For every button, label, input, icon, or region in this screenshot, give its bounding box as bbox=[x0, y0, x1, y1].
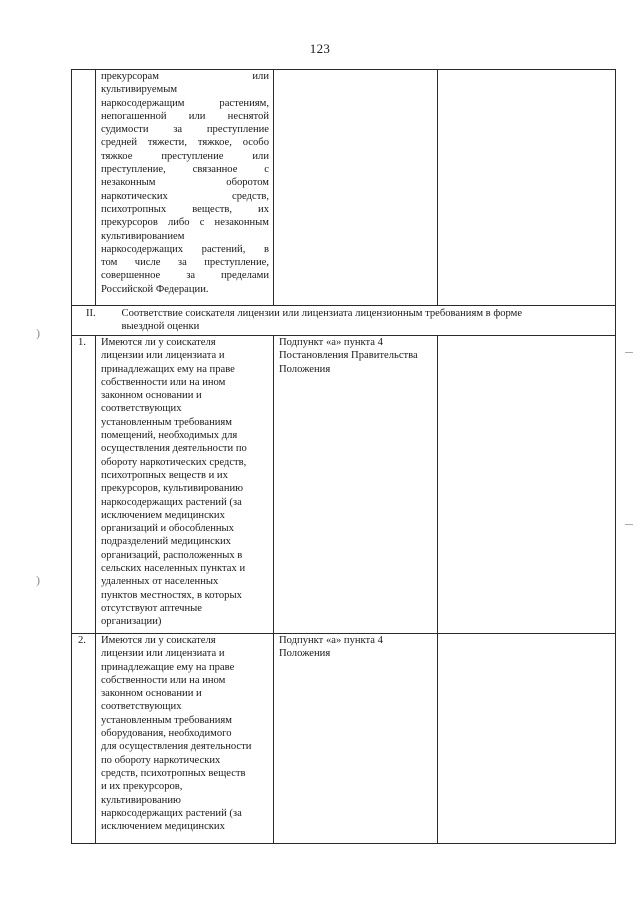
text-line: культивированию bbox=[101, 794, 181, 806]
text-line: законном основании и bbox=[101, 390, 202, 402]
text-line: исключением медицинских bbox=[101, 509, 225, 521]
text-line: Положения bbox=[279, 648, 331, 660]
text-line: лицензии или лицензиата и bbox=[101, 350, 225, 362]
text-line: оборудования, необходимого bbox=[101, 728, 232, 740]
text-line: наркосодержащих растений, в bbox=[101, 243, 269, 255]
reference-text bbox=[279, 336, 433, 376]
text-line: Подпункт «а» пункта 4 bbox=[279, 337, 383, 348]
text-line: прекурсоров, культивированию bbox=[101, 483, 244, 495]
text-line: психотропных веществ, их bbox=[101, 203, 269, 215]
text-line: соответствующих bbox=[101, 701, 182, 713]
section-number-text: II. bbox=[86, 308, 96, 319]
text-line: Имеются ли у соискателя bbox=[101, 337, 216, 348]
question-text bbox=[101, 336, 269, 629]
number-cell bbox=[72, 634, 96, 844]
text-line: собственности или на ином bbox=[101, 674, 226, 686]
section-title-line2: выездной оценки bbox=[121, 321, 200, 333]
text-line: собственности или на ином bbox=[101, 376, 226, 388]
section-title bbox=[96, 306, 616, 336]
notes-cell bbox=[438, 634, 616, 844]
table-row bbox=[72, 336, 616, 634]
page-number: 123 bbox=[309, 41, 331, 56]
text-line: средств, психотропных веществ bbox=[101, 767, 246, 779]
text-line: пунктов местностях, в которых bbox=[101, 589, 242, 601]
question-cell bbox=[96, 70, 274, 306]
text-line: для осуществления деятельности bbox=[101, 741, 252, 753]
text-line: подразделений медицинских bbox=[101, 536, 231, 548]
text-line: отсутствуют аптечные bbox=[101, 602, 202, 614]
number-cell bbox=[72, 70, 96, 306]
text-line: судимости за преступление bbox=[101, 124, 269, 136]
text-line: психотропных веществ и их bbox=[101, 469, 228, 481]
number-cell bbox=[72, 336, 96, 634]
margin-bracket-mark: ) bbox=[36, 573, 40, 587]
text-line: сельских населенных пунктах и bbox=[101, 563, 246, 575]
text-line: наркосодержащим растениям, bbox=[101, 97, 269, 109]
question-text bbox=[101, 634, 269, 833]
text-line: по обороту наркотических bbox=[101, 754, 221, 766]
reference-cell bbox=[274, 336, 438, 634]
text-line: средней тяжести, тяжкое, особо bbox=[101, 137, 269, 149]
text-line: Российской Федерации. bbox=[101, 283, 209, 295]
text-line: принадлежащие ему на праве bbox=[101, 661, 235, 673]
table-row bbox=[72, 634, 616, 844]
margin-tick-mark bbox=[625, 352, 633, 353]
text-line: культивированием bbox=[101, 230, 185, 242]
section-header-row bbox=[72, 306, 616, 336]
margin-bracket-mark: ) bbox=[36, 326, 40, 340]
text-line: культивируемым bbox=[101, 84, 178, 96]
item-number: 2. bbox=[78, 635, 86, 646]
text-line: организаций, расположенных в bbox=[101, 549, 243, 561]
text-line: исключением медицинских bbox=[101, 821, 225, 833]
text-line: установленным требованиям bbox=[101, 714, 233, 726]
checklist-table bbox=[71, 69, 616, 844]
item-number: 1. bbox=[78, 337, 86, 348]
text-line: законном основании и bbox=[101, 688, 202, 700]
notes-cell bbox=[438, 70, 616, 306]
reference-text bbox=[279, 634, 433, 661]
text-line: лицензии или лицензиата и bbox=[101, 648, 225, 660]
text-line: соответствующих bbox=[101, 403, 182, 415]
text-line: непогашенной или неснятой bbox=[101, 110, 269, 122]
text-line: организаций и обособленных bbox=[101, 523, 234, 535]
text-line: осуществления деятельности по bbox=[101, 443, 247, 455]
text-line: помещений, необходимых для bbox=[101, 430, 238, 442]
text-line: незаконным оборотом bbox=[101, 177, 269, 189]
text-line: удаленных от населенных bbox=[101, 576, 219, 588]
table-row bbox=[72, 70, 616, 306]
text-line: Постановления Правительства bbox=[279, 350, 418, 362]
text-line: наркотических средств, bbox=[101, 190, 269, 202]
text-line: и их прекурсоров, bbox=[101, 781, 183, 793]
text-line: наркосодержащих растений (за bbox=[101, 496, 242, 508]
notes-cell bbox=[438, 336, 616, 634]
text-line: обороту наркотических средств, bbox=[101, 456, 247, 468]
text-line: прекурсоров либо с незаконным bbox=[101, 217, 269, 229]
section-number bbox=[72, 306, 96, 336]
question-text bbox=[101, 70, 269, 296]
text-line: тяжкое преступление или bbox=[101, 150, 269, 162]
question-cell bbox=[96, 336, 274, 634]
text-line: Подпункт «а» пункта 4 bbox=[279, 635, 383, 646]
margin-tick-mark bbox=[625, 524, 633, 525]
text-line: наркосодержащих растений (за bbox=[101, 807, 242, 819]
text-line: прекурсорам или bbox=[101, 71, 269, 82]
text-line: преступление, связанное с bbox=[101, 164, 269, 176]
question-cell bbox=[96, 634, 274, 844]
text-line: принадлежащих ему на праве bbox=[101, 363, 235, 375]
text-line: совершенное за пределами bbox=[101, 270, 269, 282]
reference-cell bbox=[274, 634, 438, 844]
reference-cell bbox=[274, 70, 438, 306]
text-line: том числе за преступление, bbox=[101, 257, 269, 269]
text-line: организации) bbox=[101, 616, 162, 628]
section-title-line1: Соответствие соискателя лицензии или лицензиата лицензионным требованиям в форме bbox=[121, 308, 523, 319]
text-line: Положения bbox=[279, 363, 331, 375]
text-line: установленным требованиям bbox=[101, 416, 233, 428]
text-line: Имеются ли у соискателя bbox=[101, 635, 216, 646]
